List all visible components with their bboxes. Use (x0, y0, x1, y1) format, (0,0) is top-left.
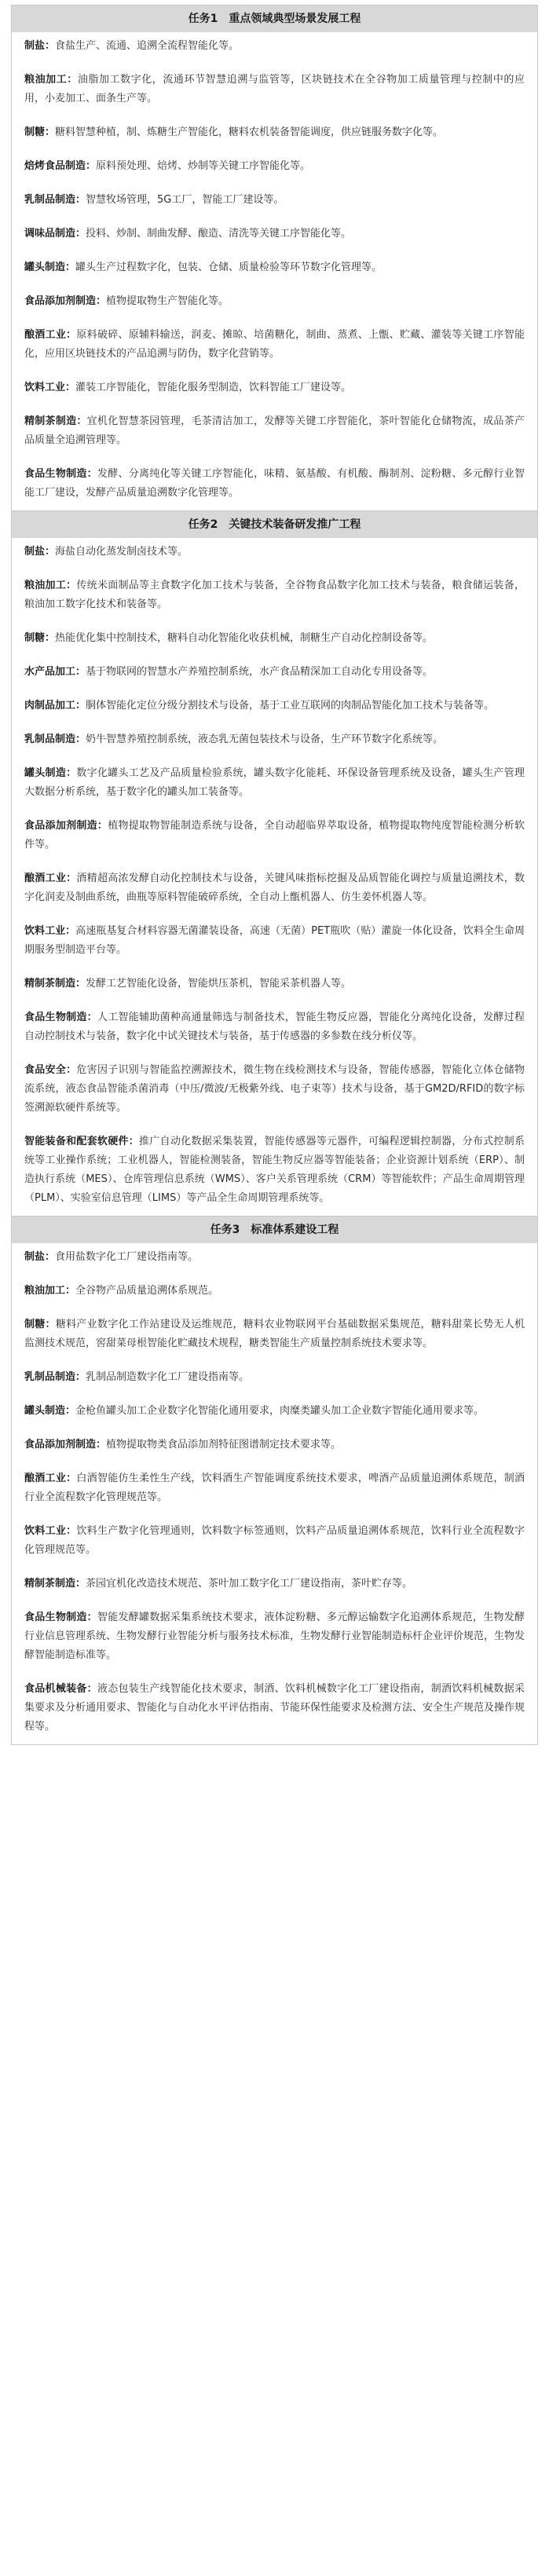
sector-description: 植物提取物类食品添加剂特征图谱制定技术要求等。 (106, 1439, 342, 1451)
sector-label: 肉制品加工： (24, 700, 86, 712)
task-items (12, 32, 537, 510)
sector-label: 焙烤食品制造： (24, 160, 97, 172)
sector-label: 制盐： (24, 546, 56, 558)
task-item (24, 191, 525, 210)
task-item (24, 1608, 525, 1665)
task-items (12, 1243, 537, 1744)
sector-label: 粮油加工： (24, 580, 77, 591)
task-item (24, 123, 525, 142)
sector-label: 制盐： (24, 40, 56, 52)
sector-description: 奶牛智慧养殖控制系统，液态乳无菌包装技术与设备，生产环节数字化系统等。 (86, 734, 444, 745)
sector-description: 高速瓶基复合材料容器无菌灌装设备，高速（无菌）PET瓶吹（贴）灌旋一体化设备，饮料全生命周期服务型制造平台等。 (24, 925, 525, 956)
sector-label: 粮油加工： (24, 1285, 76, 1297)
sector-description: 推广自动化数据采集装置，智能传感器等元器件，可编程逻辑控制器，分布式控制系统等工业操作系统；工业机器人，智能检测装备，智能生物反应器等智能装备；企业资源计划系统（ERP）、制造执行系统（MES）、仓库管理信息系统（WMS）、客户关系管理系统（CRM）等智能软件；产品生命周期管理（PLM）、实验室信息管理（LIMS）等产品全生命周期管理系统等。 (24, 1136, 525, 1204)
sector-description: 油脂加工数字化，流通环节智慧追溯与监管等，区块链技术在全谷物加工质量管理与控制中的应用，小麦加工、面条生产等。 (24, 74, 525, 104)
sector-label: 罐头制造： (24, 1405, 76, 1417)
task-item (24, 1248, 525, 1267)
task-item (24, 1436, 525, 1454)
task-item (24, 157, 525, 176)
task-item (24, 576, 525, 614)
task-item (24, 258, 525, 277)
sector-description: 糖料智慧种植，制、炼糖生产智能化，糖料农机装备智能调度，供应链服务数字化等。 (55, 126, 444, 138)
sector-description: 食用盐数字化工厂建设指南等。 (55, 1251, 199, 1263)
task-item (24, 869, 525, 907)
task-item (24, 730, 525, 749)
task-item (24, 1575, 525, 1594)
sector-label: 食品生物制造： (24, 1012, 97, 1023)
sector-description: 饮料生产数字化管理通则，饮料数字标签通则，饮料产品质量追溯体系规范，饮料行业全流程数字化管理规范等。 (24, 1525, 525, 1556)
sector-label: 食品添加剂制造： (24, 295, 107, 307)
sector-description: 全谷物产品质量追溯体系规范。 (75, 1285, 219, 1297)
sector-description: 白酒智能仿生柔性生产线，饮料酒生产智能调度系统技术要求，啤酒产品质量追溯体系规范，制酒行业全流程数字化管理规范等。 (24, 1473, 525, 1503)
sector-label: 乳制品制造： (24, 734, 86, 745)
sector-label: 饮料工业： (24, 1525, 77, 1537)
sector-description: 灌装工序智能化，智能化服务型制造，饮料智能工厂建设等。 (75, 382, 352, 393)
sector-description: 智慧牧场管理，5G工厂，智能工厂建设等。 (86, 194, 284, 206)
sector-label: 水产品加工： (24, 666, 86, 678)
task-item (24, 1282, 525, 1301)
sector-description: 热能优化集中控制技术，糖料自动化智能化收获机械，制糖生产自动化控制设备等。 (55, 632, 434, 644)
sector-description: 液态包装生产线智能化技术要求，制酒、饮料机械数字化工厂建设指南，制酒饮料机械数据采集要求及分析通用要求、智能化与自动化水平评估指南、节能环保性能要求及检测方法、安全生产规范及操作规程等。 (24, 1683, 525, 1733)
sector-label: 精制茶制造： (24, 415, 87, 427)
task-item (24, 1315, 525, 1353)
sector-label: 饮料工业： (24, 382, 76, 393)
task-item (24, 817, 525, 854)
sector-label: 食品生物制造： (24, 468, 97, 480)
sector-description: 糖料产业数字化工作站建设及运维规范，糖料农业物联网平台基础数据采集规范，糖料甜菜长势无人机监测技术规范，窖甜菜母根智能化贮藏技术规程，糖类智能生产质量控制系统技术要求等。 (24, 1319, 525, 1349)
task-section (12, 510, 537, 1216)
task-item (24, 326, 525, 364)
sector-label: 食品生物制造： (24, 1612, 97, 1623)
task-title: 任务1 重点领域典型场景发展工程 (12, 5, 537, 32)
task-item (24, 1132, 525, 1208)
sector-description: 人工智能辅助菌种高通量筛选与制备技术，智能生物反应器，智能化分离纯化设备，发酵过程自动控制技术与装备，数字化中试关键技术与装备，基于传感器的多参数在线分析仪等。 (24, 1012, 525, 1042)
task-item (24, 975, 525, 993)
sector-description: 发酵工艺智能化设备，智能烘压茶机，智能采茶机器人等。 (86, 978, 352, 990)
sector-description: 植物提取物生产智能化等。 (106, 295, 229, 307)
task-item (24, 225, 525, 243)
task-item (24, 465, 525, 503)
sector-description: 投料、炒制、制曲发酵、酿造、清洗等关键工序智能化等。 (86, 228, 352, 240)
task-item (24, 292, 525, 311)
task-item (24, 1522, 525, 1560)
task-item (24, 663, 525, 682)
sector-label: 精制茶制造： (24, 978, 86, 990)
sector-description: 海盐自动化蒸发制卤技术等。 (55, 546, 188, 558)
task-item (24, 629, 525, 648)
task-items (12, 538, 537, 1216)
sector-description: 原料破碎、原辅料输送，润麦、摊晾、培菌糖化，制曲、蒸煮、上甑、贮藏、灌装等关键工序智能化，应用区块链技术的产品追溯与防伪，数字化营销等。 (24, 329, 525, 360)
task-item (24, 1680, 525, 1736)
sector-label: 食品添加剂制造： (24, 1439, 107, 1451)
sector-label: 粮油加工： (24, 74, 78, 86)
sector-description: 宜机化智慧茶园管理，毛茶清洁加工，发酵等关键工序智能化，茶叶智能化仓储物流，成品茶产品质量全追溯管理等。 (24, 415, 525, 446)
sector-label: 制糖： (24, 126, 56, 138)
task-section (12, 5, 537, 510)
sector-label: 乳制品制造： (24, 194, 86, 206)
sector-label: 酿酒工业： (24, 873, 77, 884)
sector-label: 调味品制造： (24, 228, 86, 240)
task-item (24, 412, 525, 450)
task-item (24, 1061, 525, 1118)
sector-description: 乳制品制造数字化工厂建设指南等。 (86, 1371, 250, 1383)
task-item (24, 37, 525, 56)
sector-label: 食品安全： (24, 1064, 77, 1076)
sector-label: 精制茶制造： (24, 1578, 86, 1590)
task-item (24, 1368, 525, 1387)
sector-label: 酿酒工业： (24, 329, 77, 341)
sector-label: 制糖： (24, 1319, 56, 1330)
task-item (24, 922, 525, 960)
sector-description: 发酵、分离纯化等关键工序智能化，味精、氨基酸、有机酸、酶制剂、淀粉糖、多元醇行业智能工厂建设，发酵产品质量追溯数字化管理等。 (24, 468, 525, 499)
sector-label: 乳制品制造： (24, 1371, 86, 1383)
task-item (24, 1402, 525, 1421)
task-item (24, 697, 525, 715)
task-item (24, 764, 525, 802)
sector-description: 植物提取物智能制造系统与设备，全自动超临界萃取设备，植物提取物纯度智能检测分析软件等。 (24, 820, 525, 851)
sector-label: 饮料工业： (24, 925, 76, 937)
sector-label: 罐头制造： (24, 262, 76, 273)
task-section (12, 1216, 537, 1744)
task-item (24, 1469, 525, 1507)
sector-label: 食品添加剂制造： (24, 820, 108, 832)
sector-label: 制盐： (24, 1251, 56, 1263)
sector-description: 胴体智能化定位分级分割技术与设备，基于工业互联网的肉制品智能化加工技术与装备等。 (86, 700, 495, 712)
sector-description: 食盐生产、流通、追溯全流程智能化等。 (55, 40, 240, 52)
task-item (24, 1008, 525, 1046)
sector-label: 智能装备和配套软硬件： (24, 1136, 140, 1147)
document-table (11, 5, 538, 1745)
sector-label: 酿酒工业： (24, 1473, 77, 1484)
sector-label: 食品机械装备： (24, 1683, 97, 1695)
task-title: 任务2 关键技术装备研发推广工程 (12, 510, 537, 538)
task-title: 任务3 标准体系建设工程 (12, 1216, 537, 1243)
sector-description: 基于物联网的智慧水产养殖控制系统，水产食品精深加工自动化专用设备等。 (86, 666, 434, 678)
sector-description: 金枪鱼罐头加工企业数字化智能化通用要求，肉糜类罐头加工企业数字智能化通用要求等。 (75, 1405, 485, 1417)
sector-description: 茶园宜机化改造技术规范、茶叶加工数字化工厂建设指南，茶叶贮存等。 (86, 1578, 413, 1590)
sector-description: 智能发酵罐数据采集系统技术要求，液体淀粉糖、多元醇运输数字化追溯体系规范，生物发酵行业信息管理系统、生物发酵行业智能分析与服务技术标准，生物发酵行业智能制造标杆企业评价规范，生物发酵智能制造标准等。 (24, 1612, 525, 1661)
task-item (24, 71, 525, 108)
sector-label: 制糖： (24, 632, 56, 644)
sector-label: 罐头制造： (24, 767, 77, 779)
sector-description: 数字化罐头工艺及产品质量检验系统，罐头数字化能耗、环保设备管理系统及设备，罐头生产管理大数据分析系统，基于数字化的罐头加工装备等。 (24, 767, 525, 798)
task-item (24, 543, 525, 562)
task-item (24, 379, 525, 397)
sector-description: 危害因子识别与智能监控溯源技术，微生物在线检测技术与设备，智能传感器，智能化立体仓储物流系统，液态食品智能杀菌消毒（中压/微波/无极紫外线、电子束等）技术与设备，基于GM2D/RFID的数字标签溯源软硬件系统等。 (24, 1064, 525, 1114)
sector-description: 传统米面制品等主食数字化加工技术与装备，全谷物食品数字化加工技术与装备，粮食储运装备，粮油加工数字化技术和装备等。 (24, 580, 525, 610)
sector-description: 原料预处理、焙烤、炒制等关键工序智能化等。 (96, 160, 311, 172)
sector-description: 罐头生产过程数字化，包装、仓储、质量检验等环节数字化管理等。 (75, 262, 382, 273)
sector-description: 酒精超高浓发酵自动化控制技术与设备，关键风味指标挖掘及品质智能化调控与质量追溯技术，数字化润麦及制曲系统，曲瓶等原料智能破碎系统，全自动上甑机器人、仿生姜怀机器人等。 (24, 873, 525, 903)
